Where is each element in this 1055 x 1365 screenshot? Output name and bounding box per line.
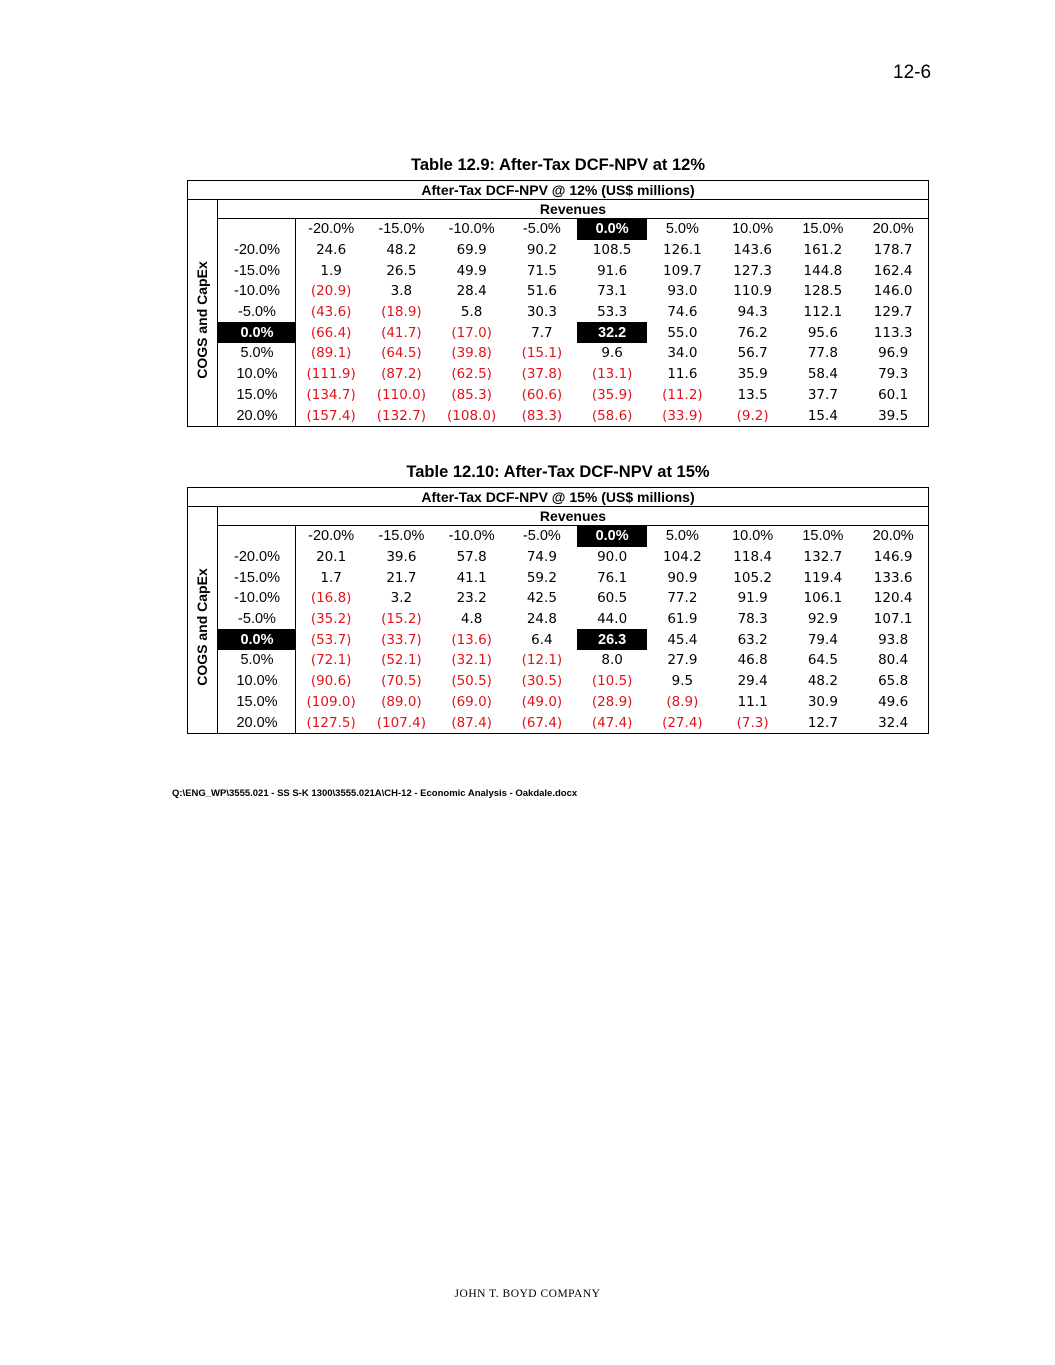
column-header: 5.0% [665, 528, 699, 545]
table-row [218, 364, 928, 385]
table-cell: 27.9 [667, 652, 698, 669]
table-cell: (33.9) [662, 407, 703, 424]
table-cell: (127.5) [306, 714, 356, 731]
table-cell: (10.5) [591, 673, 633, 690]
sensitivity-grid [218, 526, 928, 733]
table-cell: 77.8 [807, 345, 838, 362]
table-cell: 94.3 [737, 304, 768, 321]
table-row [218, 343, 928, 364]
column-header: -10.0% [448, 221, 495, 238]
column-header: 20.0% [872, 221, 914, 238]
table-row [218, 588, 928, 609]
row-group-column [188, 507, 218, 733]
table-cell: 80.4 [878, 652, 909, 669]
table-cell: 49.6 [878, 693, 909, 710]
table-cell: (16.8) [310, 590, 352, 607]
column-header: -5.0% [522, 528, 561, 545]
column-header: -20.0% [308, 528, 355, 545]
row-header: -5.0% [238, 304, 276, 321]
table-cell: 127.3 [733, 262, 772, 279]
table-row [218, 692, 928, 713]
table-cell: 4.8 [460, 611, 483, 628]
table-cell: 55.0 [667, 324, 698, 341]
table-cell: 42.5 [526, 590, 557, 607]
table-cell: 13.5 [737, 386, 768, 403]
table-cell: (27.4) [662, 714, 703, 731]
table-cell: 119.4 [803, 569, 843, 586]
row-header: -10.0% [234, 283, 280, 300]
table-cell: (35.2) [310, 611, 352, 628]
table-cell: 96.9 [878, 345, 909, 362]
table-cell: (111.9) [306, 366, 356, 383]
table-cell: (11.2) [662, 386, 703, 403]
table-cell: 44.0 [597, 611, 628, 628]
table-cell: (39.8) [451, 345, 492, 362]
table-cell: (87.4) [451, 714, 492, 731]
table-title: Table 12.10: After-Tax DCF-NPV at 15% [406, 463, 710, 481]
table-cell: 79.4 [807, 631, 838, 648]
table-cell: 32.2 [577, 322, 647, 343]
table-cell: 30.9 [807, 693, 838, 710]
table-cell: (108.0) [447, 407, 497, 424]
row-group-column [188, 200, 218, 426]
table-cell: (85.3) [451, 386, 492, 403]
table-cell: 146.9 [873, 549, 913, 566]
table-cell: (17.0) [451, 324, 492, 341]
table-cell: 90.0 [597, 549, 628, 566]
table-cell: (64.5) [381, 345, 422, 362]
corner-cell [218, 526, 296, 547]
column-header: 0.0% [577, 526, 647, 547]
table-cell: 112.1 [803, 304, 843, 321]
table-row [218, 671, 928, 692]
table-cell: 113.3 [873, 324, 913, 341]
table-cell: (37.8) [521, 366, 563, 383]
table-cell: 91.6 [597, 262, 628, 279]
table-cell: (60.6) [521, 386, 563, 403]
row-header: -15.0% [234, 262, 280, 279]
column-header: -10.0% [448, 528, 495, 545]
table-cell: (58.6) [591, 407, 633, 424]
row-header: -20.0% [234, 242, 280, 259]
table-cell: 15.4 [807, 407, 838, 424]
table-cell: 1.7 [320, 569, 342, 586]
table-row [218, 385, 928, 406]
column-header: 0.0% [577, 219, 647, 240]
table-cell: (107.4) [376, 714, 426, 731]
table-cell: (13.6) [451, 631, 492, 648]
table-12-9 [187, 154, 929, 427]
table-cell: 63.2 [737, 631, 768, 648]
table-cell: 91.9 [737, 590, 768, 607]
table-cell: (28.9) [591, 693, 633, 710]
table-cell: 74.9 [526, 549, 557, 566]
table-cell: 144.8 [803, 262, 843, 279]
table-cell: 11.6 [667, 366, 698, 383]
table-cell: 128.5 [803, 283, 843, 300]
table-cell: 9.6 [601, 345, 623, 362]
table-cell: 178.7 [873, 242, 913, 259]
table-cell: 69.9 [456, 242, 487, 259]
table-row [218, 650, 928, 671]
table-cell: 79.3 [878, 366, 909, 383]
table-cell: 110.9 [733, 283, 772, 300]
sensitivity-grid [218, 219, 928, 426]
table-cell: 32.4 [878, 714, 909, 731]
column-group-label: Revenues [218, 200, 928, 219]
table-cell: 161.2 [803, 242, 843, 259]
table-cell: (30.5) [521, 673, 563, 690]
table-cell: 46.8 [737, 652, 768, 669]
table-cell: 7.7 [531, 324, 553, 341]
table-cell: (35.9) [591, 386, 633, 403]
table-cell: 39.5 [878, 407, 909, 424]
table-cell: 21.7 [386, 569, 417, 586]
table-cell: 71.5 [526, 262, 557, 279]
table-cell: 162.4 [873, 262, 913, 279]
table-row [218, 240, 928, 261]
row-header: 10.0% [236, 366, 278, 383]
row-header: 10.0% [236, 673, 278, 690]
table-cell: (66.4) [310, 324, 352, 341]
table-cell: 129.7 [873, 304, 913, 321]
table-row [218, 322, 928, 343]
row-header: -5.0% [238, 611, 276, 628]
table-cell: 28.4 [456, 283, 487, 300]
row-header: 5.0% [240, 345, 274, 362]
table-cell: 58.4 [807, 366, 838, 383]
table-cell: 120.4 [873, 590, 913, 607]
table-cell: (33.7) [381, 631, 422, 648]
table-row [218, 609, 928, 630]
table-cell: 109.7 [663, 262, 702, 279]
table-cell: (12.1) [521, 652, 563, 669]
table-cell: 132.7 [803, 549, 843, 566]
table-cell: 9.5 [671, 673, 694, 690]
table-row [218, 567, 928, 588]
table-cell: 29.4 [737, 673, 768, 690]
table-cell: (109.0) [306, 693, 356, 710]
table-frame [187, 487, 929, 734]
row-header: -20.0% [234, 549, 280, 566]
table-cell: 76.2 [737, 324, 768, 341]
table-cell: 92.9 [807, 611, 838, 628]
table-cell: (20.9) [310, 283, 352, 300]
file-path: Q:\ENG_WP\3555.021 - SS S-K 1300\3555.021A\CH-12 - Economic Analysis - Oakdale.docx [172, 788, 578, 799]
table-cell: (62.5) [451, 366, 492, 383]
row-header: 15.0% [236, 386, 278, 403]
row-header: 0.0% [218, 629, 296, 650]
row-header: 5.0% [240, 652, 274, 669]
table-cell: 12.7 [807, 714, 838, 731]
row-group-label: COGS and CapEx [194, 568, 210, 686]
table-cell: 41.1 [456, 569, 487, 586]
table-cell: 56.7 [737, 345, 768, 362]
row-header: 15.0% [236, 693, 278, 710]
table-cell: 105.2 [733, 569, 772, 586]
table-cell: (89.1) [310, 345, 352, 362]
table-cell: (72.1) [310, 652, 352, 669]
row-header: 0.0% [218, 322, 296, 343]
table-cell: 74.6 [667, 304, 698, 321]
table-cell: (13.1) [591, 366, 633, 383]
column-header-row [218, 526, 928, 547]
table-frame [187, 180, 929, 427]
table-cell: 95.6 [807, 324, 838, 341]
table-row [218, 260, 928, 281]
table-cell: 48.2 [807, 673, 838, 690]
table-cell: (47.4) [591, 714, 633, 731]
table-cell: (70.5) [381, 673, 422, 690]
table-cell: (90.6) [310, 673, 352, 690]
column-header: -15.0% [378, 221, 425, 238]
table-cell: 108.5 [592, 242, 632, 259]
table-cell: 34.0 [667, 345, 698, 362]
table-cell: 76.1 [597, 569, 628, 586]
table-cell: (43.6) [310, 304, 352, 321]
table-cell: 39.6 [386, 549, 417, 566]
column-header: 10.0% [732, 528, 774, 545]
table-cell: (52.1) [381, 652, 422, 669]
table-cell: 1.9 [320, 262, 342, 279]
column-header: -20.0% [308, 221, 355, 238]
table-cell: 104.2 [663, 549, 702, 566]
page-number: 12-6 [893, 62, 932, 83]
table-cell: (132.7) [376, 407, 426, 424]
table-cell: 143.6 [733, 242, 772, 259]
table-cell: 90.9 [667, 569, 698, 586]
table-cell: 61.9 [667, 611, 698, 628]
table-cell: 77.2 [667, 590, 698, 607]
column-header-row [218, 219, 928, 240]
table-title: Table 12.9: After-Tax DCF-NPV at 12% [410, 156, 706, 174]
table-cell: 5.8 [460, 304, 483, 321]
table-cell: (67.4) [521, 714, 563, 731]
table-cell: 24.8 [526, 611, 557, 628]
column-header: 20.0% [872, 528, 914, 545]
table-cell: 37.7 [807, 386, 838, 403]
table-cell: 35.9 [737, 366, 768, 383]
table-cell: 107.1 [873, 611, 913, 628]
column-header: 5.0% [665, 221, 699, 238]
footer-company: JOHN T. BOYD COMPANY [454, 1288, 601, 1300]
table-cell: 118.4 [733, 549, 772, 566]
table-cell: 48.2 [386, 242, 417, 259]
table-cell: 146.0 [873, 283, 913, 300]
table-row [218, 629, 928, 650]
table-cell: 26.3 [577, 629, 647, 650]
table-cell: 60.5 [597, 590, 628, 607]
column-header: -15.0% [378, 528, 425, 545]
table-cell: (15.1) [521, 345, 563, 362]
table-row [218, 712, 928, 733]
row-header: -15.0% [234, 569, 280, 586]
table-cell: 60.1 [878, 386, 909, 403]
column-header: 15.0% [802, 528, 844, 545]
table-cell: 73.1 [597, 283, 628, 300]
table-cell: 78.3 [737, 611, 768, 628]
row-header: -10.0% [234, 590, 280, 607]
table-12-10 [187, 461, 929, 734]
table-cell: (15.2) [381, 611, 422, 628]
table-cell: 23.2 [456, 590, 487, 607]
table-header: After-Tax DCF-NPV @ 12% (US$ millions) [188, 181, 928, 200]
table-cell: 30.3 [526, 304, 557, 321]
table-row [218, 405, 928, 426]
table-cell: (89.0) [381, 693, 422, 710]
row-header: 20.0% [236, 407, 278, 424]
table-cell: (32.1) [451, 652, 492, 669]
table-cell: (134.7) [306, 386, 356, 403]
table-cell: (157.4) [306, 407, 356, 424]
table-cell: 3.8 [390, 283, 413, 300]
table-header: After-Tax DCF-NPV @ 15% (US$ millions) [188, 488, 928, 507]
table-cell: (69.0) [451, 693, 492, 710]
table-cell: 59.2 [526, 569, 557, 586]
table-cell: 57.8 [456, 549, 487, 566]
table-cell: 20.1 [316, 549, 347, 566]
table-row [218, 302, 928, 323]
table-cell: 106.1 [803, 590, 843, 607]
table-cell: 45.4 [667, 631, 698, 648]
table-cell: (53.7) [310, 631, 352, 648]
table-cell: (50.5) [451, 673, 492, 690]
table-cell: 93.0 [667, 283, 698, 300]
table-cell: 64.5 [807, 652, 838, 669]
row-header: 20.0% [236, 714, 278, 731]
table-cell: (41.7) [381, 324, 422, 341]
table-cell: (9.2) [736, 407, 769, 424]
table-cell: 6.4 [531, 631, 553, 648]
table-cell: 53.3 [597, 304, 628, 321]
column-header: 10.0% [732, 221, 774, 238]
table-cell: (83.3) [521, 407, 563, 424]
table-cell: (49.0) [521, 693, 563, 710]
column-header: 15.0% [802, 221, 844, 238]
table-cell: 24.6 [316, 242, 347, 259]
table-cell: 3.2 [390, 590, 413, 607]
column-group-label: Revenues [218, 507, 928, 526]
corner-cell [218, 219, 296, 240]
table-cell: 11.1 [737, 693, 768, 710]
table-cell: 93.8 [878, 631, 909, 648]
table-cell: 90.2 [526, 242, 557, 259]
table-row [218, 281, 928, 302]
table-cell: 51.6 [526, 283, 557, 300]
table-cell: 65.8 [878, 673, 909, 690]
table-cell: (87.2) [381, 366, 422, 383]
table-cell: 8.0 [601, 652, 623, 669]
table-cell: 133.6 [873, 569, 913, 586]
table-cell: (110.0) [376, 386, 426, 403]
table-row [218, 547, 928, 568]
table-cell: (18.9) [381, 304, 422, 321]
table-cell: 126.1 [663, 242, 702, 259]
table-cell: 26.5 [386, 262, 417, 279]
row-group-label: COGS and CapEx [194, 261, 210, 379]
table-cell: 49.9 [456, 262, 487, 279]
table-cell: (7.3) [736, 714, 769, 731]
column-header: -5.0% [522, 221, 561, 238]
table-cell: (8.9) [666, 693, 699, 710]
